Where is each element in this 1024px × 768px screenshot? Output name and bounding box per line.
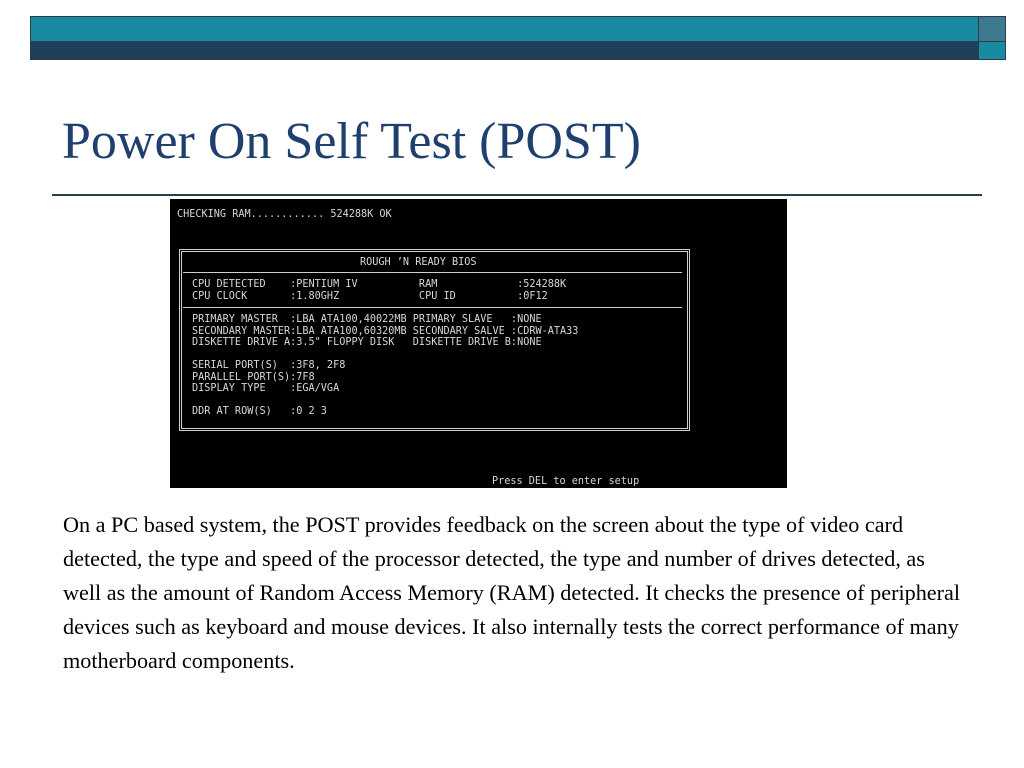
bios-cpu-detected-row: CPU DETECTED :PENTIUM IV RAM :524288K <box>192 279 567 290</box>
bios-serial-row: SERIAL PORT(S) :3F8, 2F8 <box>192 360 346 371</box>
bios-primary-row: PRIMARY MASTER :LBA ATA100,40022MB PRIMARY SLAVE :NONE <box>192 314 542 325</box>
bios-separator <box>183 272 682 273</box>
corner-square-bottom <box>978 41 1006 60</box>
bios-post-screenshot <box>170 199 787 488</box>
bios-display-row: DISPLAY TYPE :EGA/VGA <box>192 383 340 394</box>
bios-secondary-row: SECONDARY MASTER:LBA ATA100,60320MB SECONDARY SALVE :CDRW-ATA33 <box>192 326 579 337</box>
bios-diskette-row: DISKETTE DRIVE A:3.5" FLOPPY DISK DISKETTE DRIVE B:NONE <box>192 337 542 348</box>
header-band-teal <box>31 17 979 42</box>
bios-parallel-row: PARALLEL PORT(S):7F8 <box>192 372 315 383</box>
header-decor-bar <box>30 16 980 60</box>
header-band-navy <box>31 42 979 59</box>
bios-footer: Press DEL to enter setup <box>492 476 640 487</box>
bios-header: ROUGH ’N READY BIOS <box>360 257 477 268</box>
corner-square-top <box>978 16 1006 42</box>
slide-body-text: On a PC based system, the POST provides feedback on the screen about the type of video card detected, the type and speed of the processor detected, the type and number of drives detected, as well as the amount of Random Access Memory (RAM) detected. It checks the presence of peripheral devices such as keyboard and mouse devices. It also internally tests the correct performance of many motherboard components. <box>63 512 961 673</box>
bios-cpu-clock-row: CPU CLOCK :1.80GHZ CPU ID :0F12 <box>192 291 548 302</box>
bios-ddr-row: DDR AT ROW(S) :0 2 3 <box>192 406 327 417</box>
title-divider <box>52 194 982 196</box>
bios-ram-check: CHECKING RAM............ 524288K OK <box>177 209 392 220</box>
slide-title: Power On Self Test (POST) <box>62 113 641 170</box>
bios-separator <box>183 307 682 308</box>
